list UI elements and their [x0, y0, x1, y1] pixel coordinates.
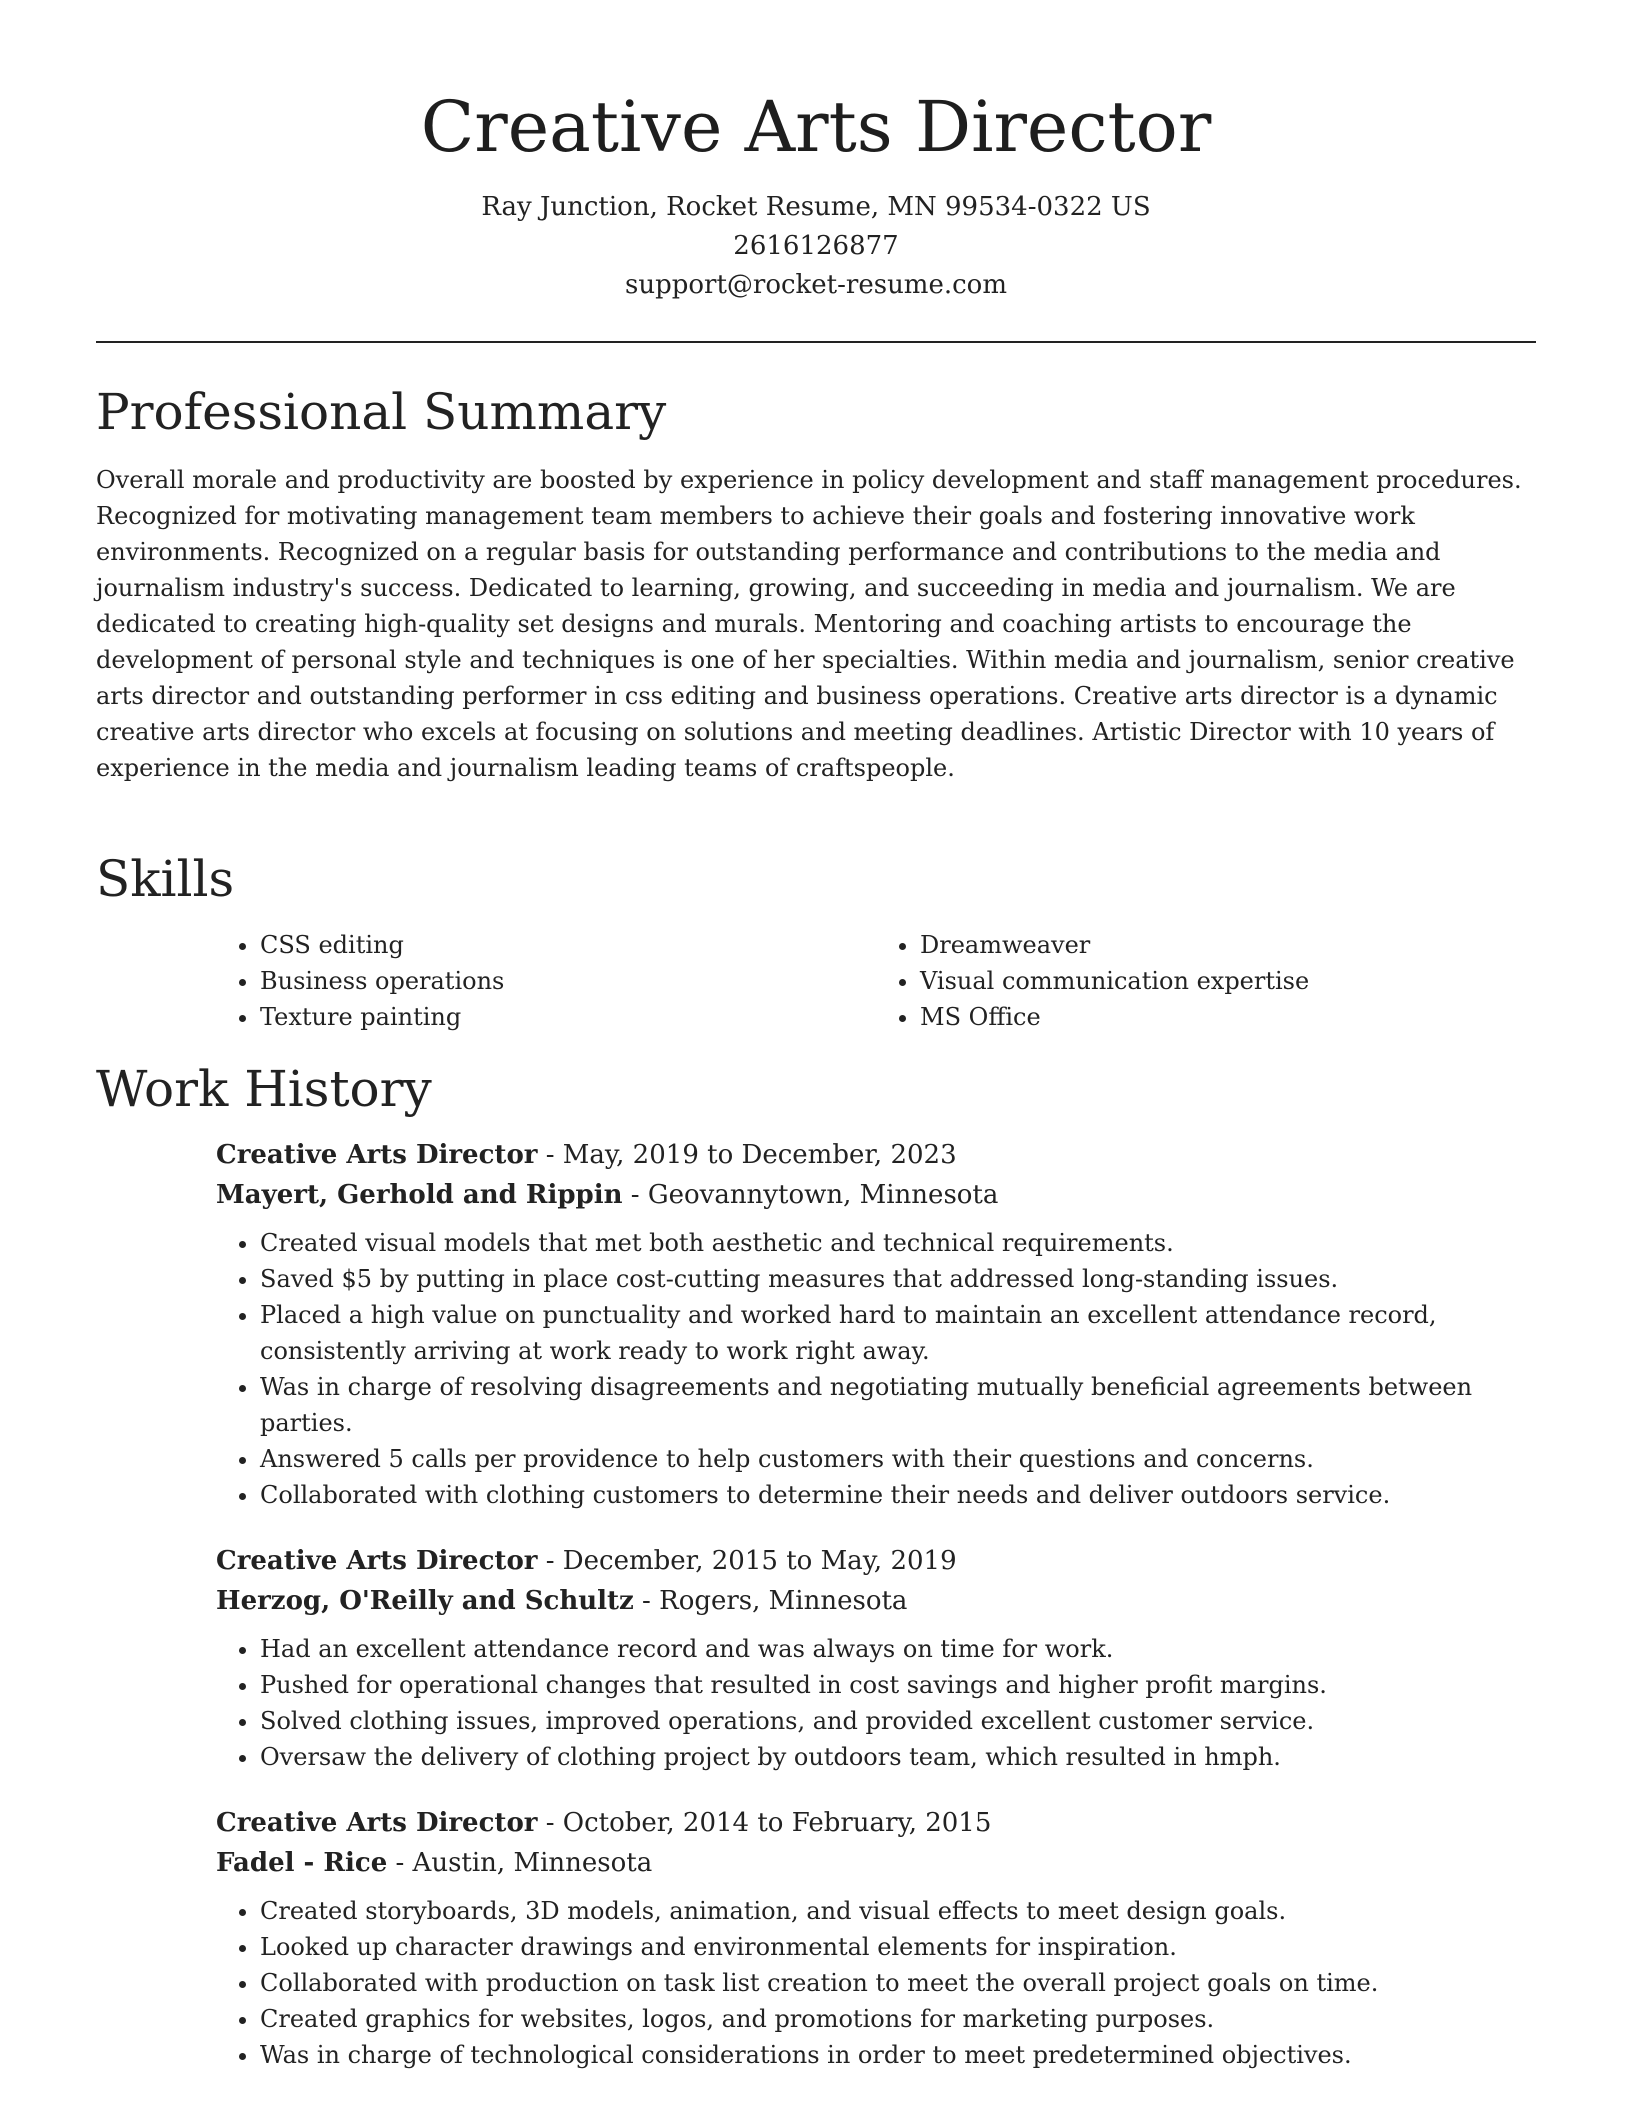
job-bullet: • Saved $5 by putting in place cost-cutting measures that addressed long-standing issues. [260, 1261, 1536, 1297]
skill-item: • CSS editing [260, 927, 876, 963]
job-company-line [216, 1843, 1536, 1883]
job-title: Creative Arts Director [216, 1546, 538, 1576]
job-entry [216, 1803, 1536, 2073]
job-dates: - October, 2014 to February, 2015 [537, 1808, 992, 1838]
job-location: - Geovannytown, Minnesota [622, 1180, 999, 1210]
contact-email: support@rocket-resume.com [624, 270, 1007, 300]
skills-heading: Skills [96, 850, 235, 908]
contact-address: Ray Junction, Rocket Resume, MN 99534-0322 US [481, 192, 1151, 222]
job-title-line [216, 1803, 1536, 1843]
job-location: - Rogers, Minnesota [633, 1586, 908, 1616]
summary-text: Overall morale and productivity are boosted by experience in policy development and staff management procedures. Recognized for motivating management team members to achieve their goals and fostering innovative work environments. Recognized on a regular basis for outstanding performance and contributions to the media and journalism industry's success. Dedicated to learning, growing, and succeeding in media and journalism. We are dedicated to creating high-quality set designs and murals. Mentoring and coaching artists to encourage the development of personal style and techniques is one of her specialties. Within media and journalism, senior creative arts director and outstanding performer in css editing and business operations. Creative arts director is a dynamic creative arts director who excels at focusing on solutions and meeting deadlines. Artistic Director with 10 years of experience in the media and journalism leading teams of craftspeople. [96, 466, 1522, 782]
job-bullets [216, 1631, 1536, 1775]
summary-section [96, 382, 1536, 786]
skill-item: • Business operations [260, 963, 876, 999]
job-bullet: • Placed a high value on punctuality and worked hard to maintain an excellent attendance record, consistently arriving at work ready to work right away. [260, 1297, 1536, 1369]
job-bullet: • Solved clothing issues, improved operations, and provided excellent customer service. [260, 1703, 1536, 1739]
job-title: Creative Arts Director [216, 1808, 538, 1838]
job-bullet: • Collaborated with clothing customers to determine their needs and deliver outdoors service. [260, 1477, 1536, 1513]
job-company-line [216, 1175, 1536, 1215]
job-company: Herzog, O'Reilly and Schultz [216, 1586, 634, 1616]
job-dates: - May, 2019 to December, 2023 [537, 1140, 957, 1170]
job-bullet: • Created visual models that met both aesthetic and technical requirements. [260, 1225, 1536, 1261]
skills-section [96, 849, 1536, 1035]
header-divider [96, 341, 1536, 343]
skills-list-left [216, 927, 876, 1035]
job-bullet: • Oversaw the delivery of clothing project by outdoors team, which resulted in hmph. [260, 1739, 1536, 1775]
job-title-line [216, 1541, 1536, 1581]
job-bullet: • Was in charge of technological considerations in order to meet predetermined objectives. [260, 2037, 1536, 2073]
skill-item: • Texture painting [260, 999, 876, 1035]
job-company-line [216, 1581, 1536, 1621]
job-bullet: • Had an excellent attendance record and was always on time for work. [260, 1631, 1536, 1667]
job-title-line [216, 1135, 1536, 1175]
job-location: - Austin, Minnesota [387, 1848, 653, 1878]
work-history-section [96, 1059, 1536, 2073]
job-bullet: • Created storyboards, 3D models, animation, and visual effects to meet design goals. [260, 1893, 1536, 1929]
job-dates: - December, 2015 to May, 2019 [537, 1546, 957, 1576]
contact-phone: 2616126877 [733, 231, 899, 261]
job-entry [216, 1135, 1536, 1513]
skill-item: • Dreamweaver [920, 927, 1536, 963]
work-history-heading: Work History [96, 1060, 432, 1118]
skill-item: • Visual communication expertise [920, 963, 1536, 999]
job-bullets [216, 1225, 1536, 1513]
skill-item: • MS Office [920, 999, 1536, 1035]
contact-block [0, 188, 1632, 305]
skills-grid [216, 927, 1536, 1035]
job-bullet: • Pushed for operational changes that resulted in cost savings and higher profit margins. [260, 1667, 1536, 1703]
job-company: Mayert, Gerhold and Rippin [216, 1180, 623, 1210]
job-bullet: • Answered 5 calls per providence to help customers with their questions and concerns. [260, 1441, 1536, 1477]
job-company: Fadel - Rice [216, 1848, 388, 1878]
skills-list-right [876, 927, 1536, 1035]
resume-header [0, 0, 1632, 305]
job-bullet: • Collaborated with production on task list creation to meet the overall project goals on time. [260, 1965, 1536, 2001]
summary-heading: Professional Summary [96, 383, 667, 441]
job-title: Creative Arts Director [216, 1140, 538, 1170]
job-bullets [216, 1893, 1536, 2073]
candidate-title: Creative Arts Director [420, 86, 1212, 168]
job-entry [216, 1541, 1536, 1775]
job-bullet: • Was in charge of resolving disagreements and negotiating mutually beneficial agreements between parties. [260, 1369, 1536, 1441]
job-bullet: • Looked up character drawings and environmental elements for inspiration. [260, 1929, 1536, 1965]
job-bullet: • Created graphics for websites, logos, and promotions for marketing purposes. [260, 2001, 1536, 2037]
